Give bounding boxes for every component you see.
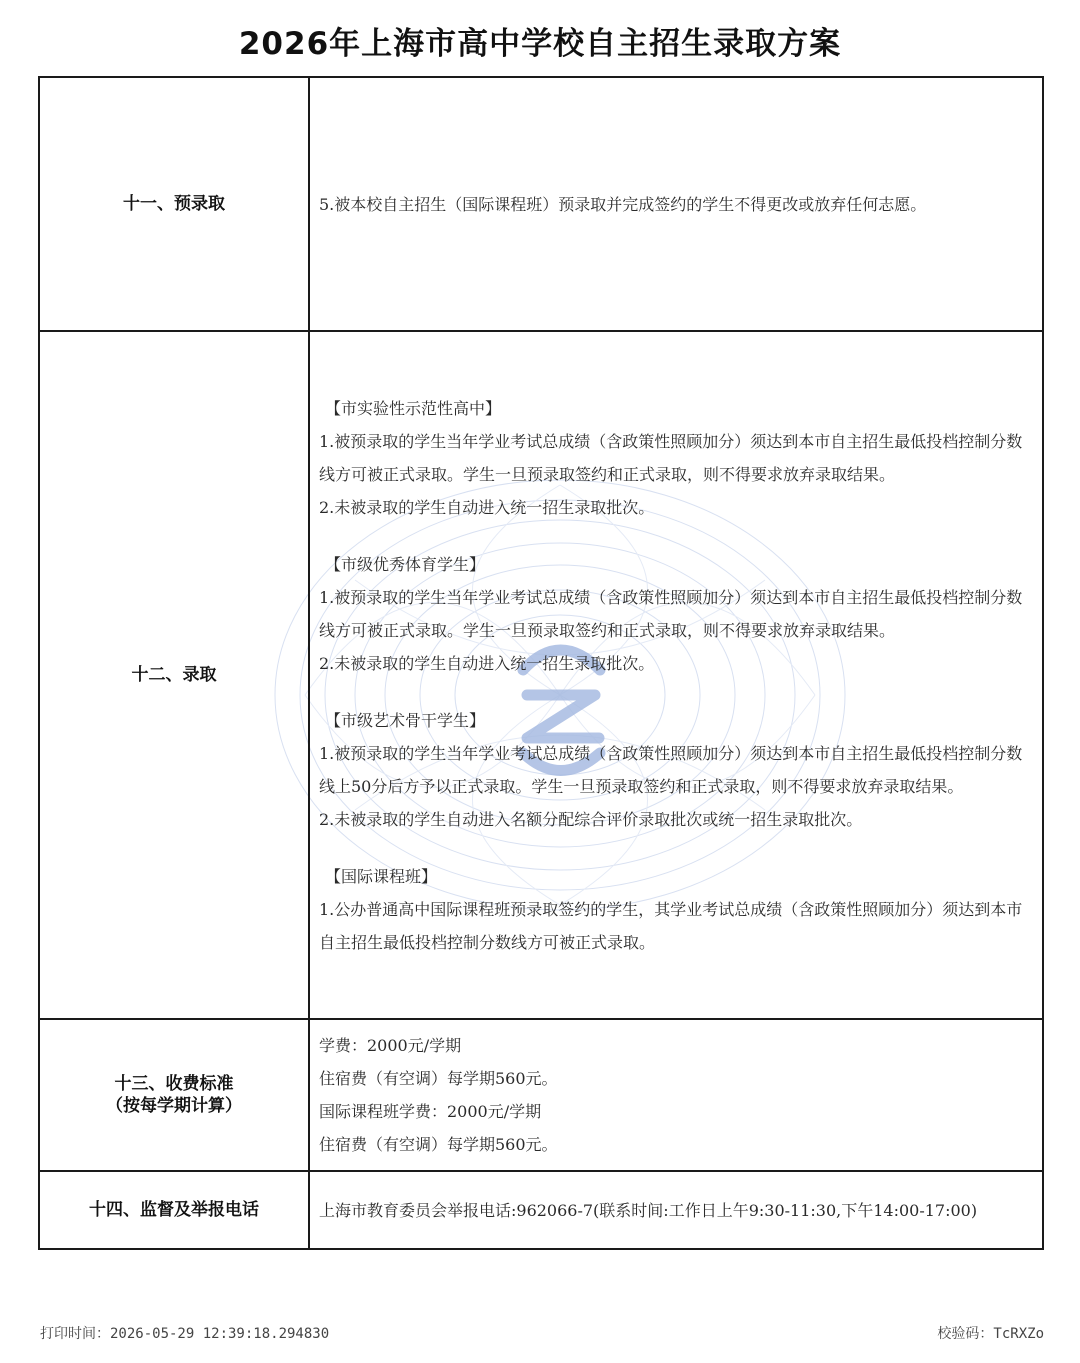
- section-heading: 【国际课程班】: [325, 866, 438, 886]
- section-item: 1.被预录取的学生当年学业考试总成绩（含政策性照顾加分）须达到本市自主招生最低投档控制分数线方可被正式录取。学生一旦预录取签约和正式录取，则不得要求放弃录取结果。: [319, 431, 1023, 484]
- table-row-supervision: [39, 1171, 1043, 1249]
- supervision-content: [309, 1171, 1043, 1249]
- table-row-preadmission: [39, 77, 1043, 331]
- admission-section-experimental: [319, 392, 1032, 524]
- admission-content: [309, 331, 1043, 1019]
- row-label-admission: 十二、录取: [39, 331, 309, 1019]
- section-heading: 【市实验性示范性高中】: [325, 398, 502, 418]
- row-label-fees: [39, 1019, 309, 1171]
- admission-section-sports: [319, 548, 1032, 680]
- row-label-supervision: 十四、监督及举报电话: [39, 1171, 309, 1249]
- section-heading: 【市级优秀体育学生】: [325, 554, 486, 574]
- admission-plan-table: [38, 76, 1044, 1250]
- section-heading: 【市级艺术骨干学生】: [325, 710, 486, 730]
- fee-line: 学费：2000元/学期: [319, 1036, 462, 1055]
- section-item: 1.被预录取的学生当年学业考试总成绩（含政策性照顾加分）须达到本市自主招生最低投档控制分数线方可被正式录取。学生一旦预录取签约和正式录取，则不得要求放弃录取结果。: [319, 587, 1023, 640]
- print-time: 打印时间：2026-05-29 12:39:18.294830: [40, 1326, 330, 1342]
- admission-section-arts: [319, 704, 1032, 836]
- check-code: 校验码：TcRXZo: [937, 1326, 1044, 1342]
- table-row-fees: [39, 1019, 1043, 1171]
- section-item: 1.公办普通高中国际课程班预录取签约的学生，其学业考试总成绩（含政策性照顾加分）须达到本市自主招生最低投档控制分数线方可被正式录取。: [319, 899, 1023, 952]
- fees-label-main: 十三、收费标准: [114, 1074, 234, 1094]
- admission-section-international: [319, 860, 1032, 959]
- document-title: 2026年上海市高中学校自主招生录取方案: [238, 26, 842, 62]
- supervision-hotline-text: 上海市教育委员会举报电话:962066-7(联系时间:工作日上午9:30-11:30,下午14:00-17:00): [319, 1200, 978, 1220]
- fees-content: [309, 1019, 1043, 1171]
- section-item: 2.未被录取的学生自动进入名额分配综合评价录取批次或统一招生录取批次。: [319, 809, 863, 829]
- section-item: 2.未被录取的学生自动进入统一招生录取批次。: [319, 497, 655, 517]
- fee-line: 住宿费（有空调）每学期560元。: [319, 1069, 558, 1088]
- row-label-preadmission: 十一、预录取: [39, 77, 309, 331]
- fee-line: 住宿费（有空调）每学期560元。: [319, 1135, 558, 1154]
- preadmission-content: [309, 77, 1043, 331]
- table-row-admission: [39, 331, 1043, 1019]
- preadmission-text: 5.被本校自主招生（国际课程班）预录取并完成签约的学生不得更改或放弃任何志愿。: [319, 194, 927, 214]
- fees-label-sub: （按每学期计算）: [106, 1096, 242, 1116]
- fee-line: 国际课程班学费：2000元/学期: [319, 1102, 542, 1121]
- section-item: 2.未被录取的学生自动进入统一招生录取批次。: [319, 653, 655, 673]
- section-item: 1.被预录取的学生当年学业考试总成绩（含政策性照顾加分）须达到本市自主招生最低投档控制分数线上50分后方予以正式录取。学生一旦预录取签约和正式录取，则不得要求放弃录取结果。: [319, 743, 1023, 796]
